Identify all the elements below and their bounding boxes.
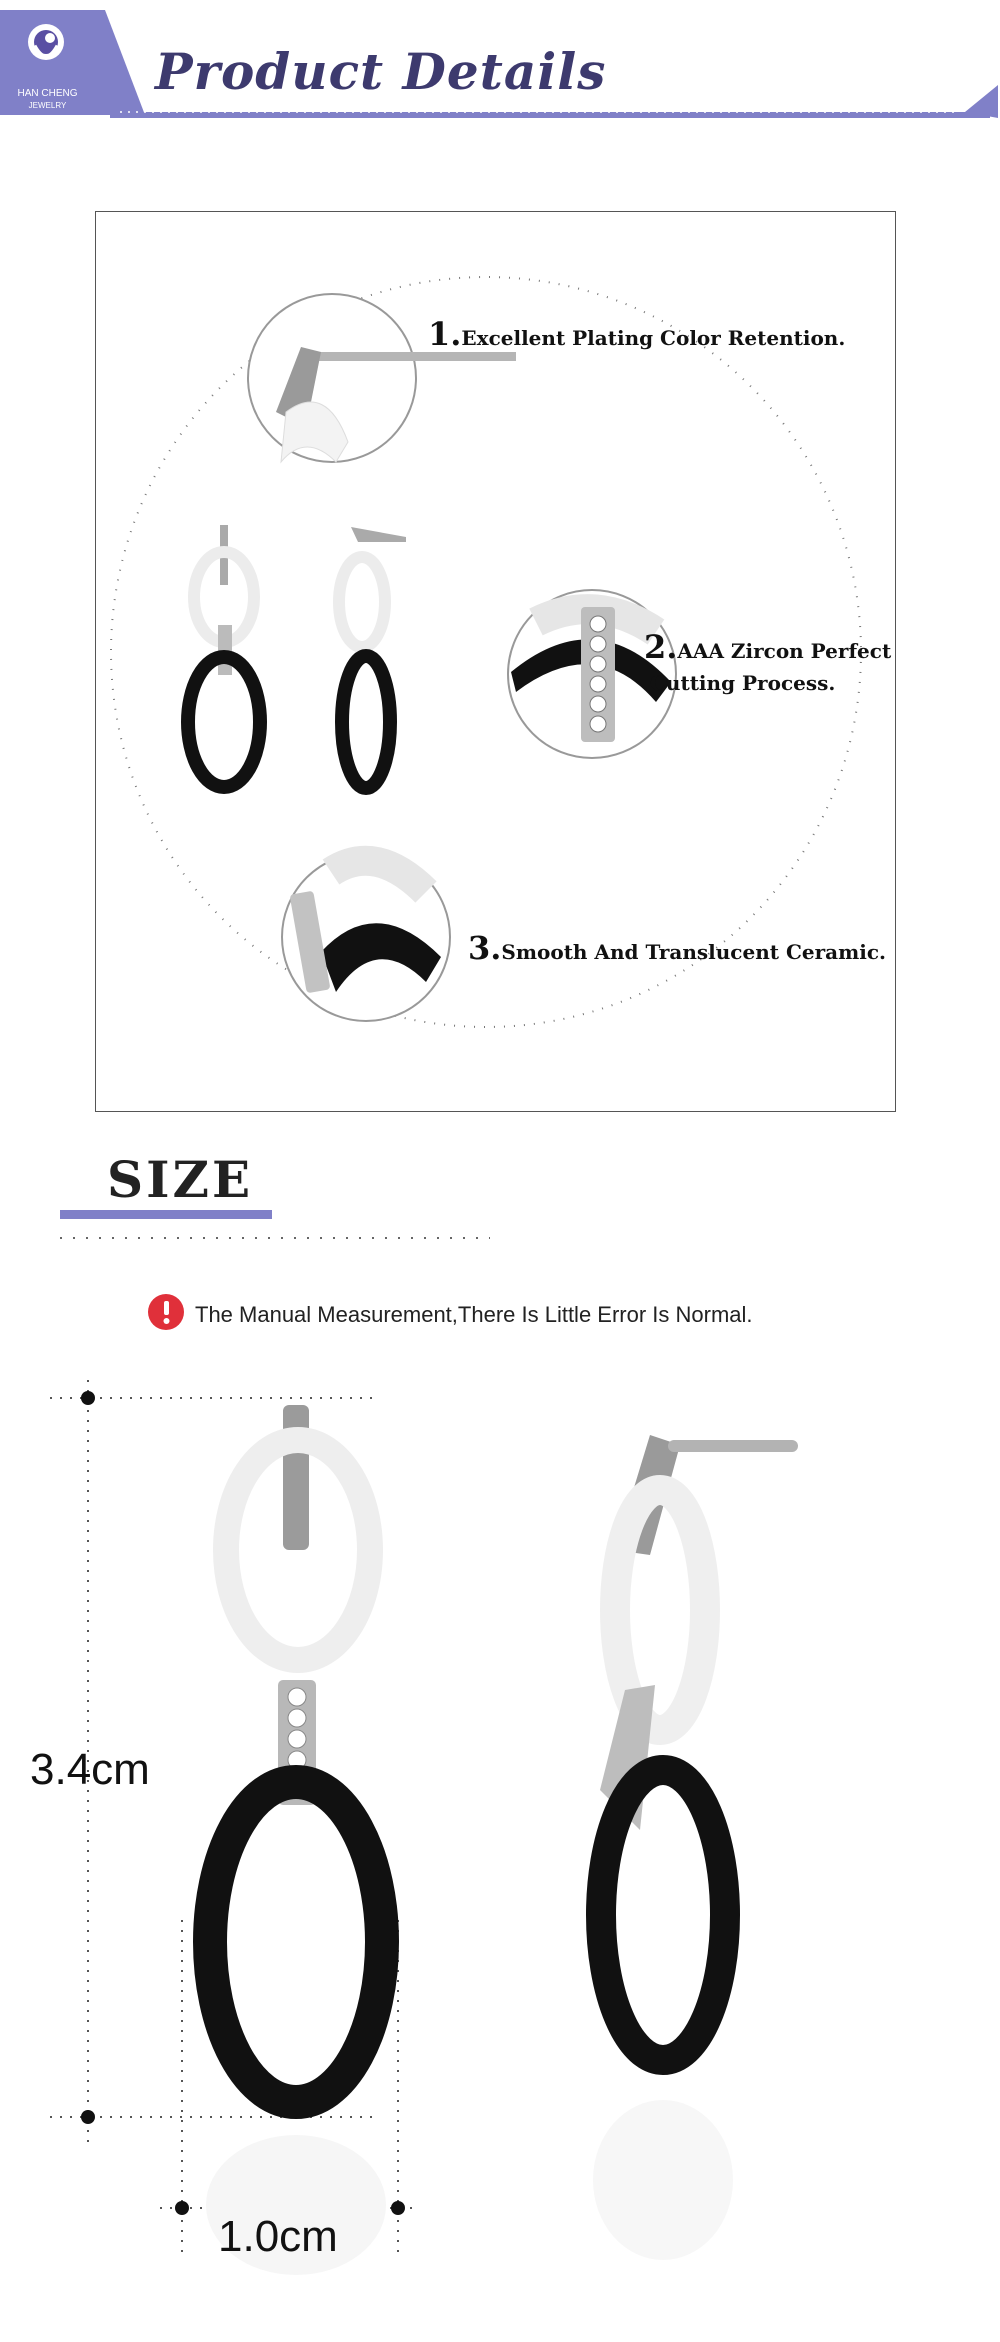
logo-text xyxy=(10,88,85,112)
feature-2-text: AAA Zircon Perfect xyxy=(677,639,892,663)
feature-2-number: 2. xyxy=(644,628,678,666)
feature-1-number: 1. xyxy=(428,315,462,353)
feature-1 xyxy=(428,315,846,354)
page-title: Product Details xyxy=(155,42,607,101)
size-illustration xyxy=(0,1360,1000,2342)
size-title: SIZE xyxy=(107,1150,254,1209)
logo-line2: JEWELRY xyxy=(28,101,67,110)
small-earring-front xyxy=(188,525,260,787)
height-label: 3.4cm xyxy=(30,1745,150,1794)
warning-icon xyxy=(146,1292,186,1332)
width-label: 1.0cm xyxy=(218,2212,338,2261)
feature-3 xyxy=(468,929,886,968)
size-underline xyxy=(58,1208,498,1244)
logo-icon xyxy=(18,18,78,74)
measurement-notice: The Manual Measurement,There Is Little Error Is Normal. xyxy=(195,1302,753,1327)
logo-line1: HAN CHENG xyxy=(17,88,78,99)
feature-3-text: Smooth And Translucent Ceramic. xyxy=(501,940,886,964)
feature-2 xyxy=(644,628,892,699)
small-earring-side xyxy=(339,527,406,788)
earring-side xyxy=(593,1435,798,2260)
feature-2-text2: Cutting Process. xyxy=(650,671,836,695)
zoom-circle-ceramic xyxy=(282,853,450,1021)
earring-front xyxy=(206,1405,386,2275)
feature-1-text: Excellent Plating Color Retention. xyxy=(461,326,846,350)
feature-3-number: 3. xyxy=(468,929,502,967)
